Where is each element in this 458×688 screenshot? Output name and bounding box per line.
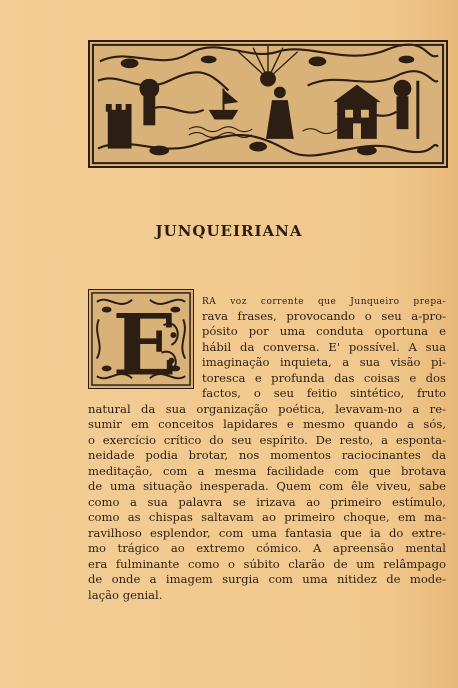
text-line: era fulminante como o súbito clarão de um relâmpago xyxy=(88,556,446,571)
chapter-body xyxy=(88,293,446,603)
text-line xyxy=(88,293,446,309)
chapter-title: JUNQUEIRIANA xyxy=(155,222,303,240)
woodcut-illustration xyxy=(90,42,446,166)
text-line: factos, o seu feitio sintético, fruto xyxy=(202,386,446,400)
drop-cap-letter: E xyxy=(112,295,177,388)
text-line: rava frases, provocando o seu a-pro- xyxy=(202,308,446,323)
text-line: natural da sua organização poética, levavam-no a re- xyxy=(88,401,446,416)
text-line: mo trágico ao extremo cómico. A apreensão mental xyxy=(88,541,446,555)
text-line: ravilhoso esplendor, com uma fantasia que ia do extre- xyxy=(88,525,446,540)
text-line: meditação, com a mesma facilidade com que brotava xyxy=(88,463,446,478)
text-line: sumir em conceitos lapidares e mesmo quando a sós, xyxy=(88,417,446,431)
text-line: como as chispas saltavam ao primeiro choque, em ma- xyxy=(88,510,446,524)
text-line: pósito por uma conduta oportuna e xyxy=(202,324,446,338)
text-line: neidade podia brotar, nos momentos raciocinantes da xyxy=(88,448,446,462)
text-line: lação genial. xyxy=(88,587,163,602)
text-line: o exercício crítico do seu espírito. De resto, a esponta- xyxy=(88,432,446,447)
small-caps-start: RA voz corrente que Junqueiro prepa- xyxy=(202,297,446,307)
text-line: imaginação inquieta, a sua visão pi- xyxy=(202,355,446,369)
text-line: hábil da conversa. E' possível. A sua xyxy=(202,339,446,354)
text-line: toresca e profunda das coisas e dos xyxy=(202,370,446,385)
decorative-woodcut-banner xyxy=(88,40,448,168)
text-line: de uma situação inesperada. Quem com êle viveu, sabe xyxy=(88,479,446,493)
text-line: como a sua palavra se irizava ao primeiro estímulo, xyxy=(88,494,446,509)
text-line: de onde a imagem surgia com uma nitidez de mode- xyxy=(88,572,446,586)
